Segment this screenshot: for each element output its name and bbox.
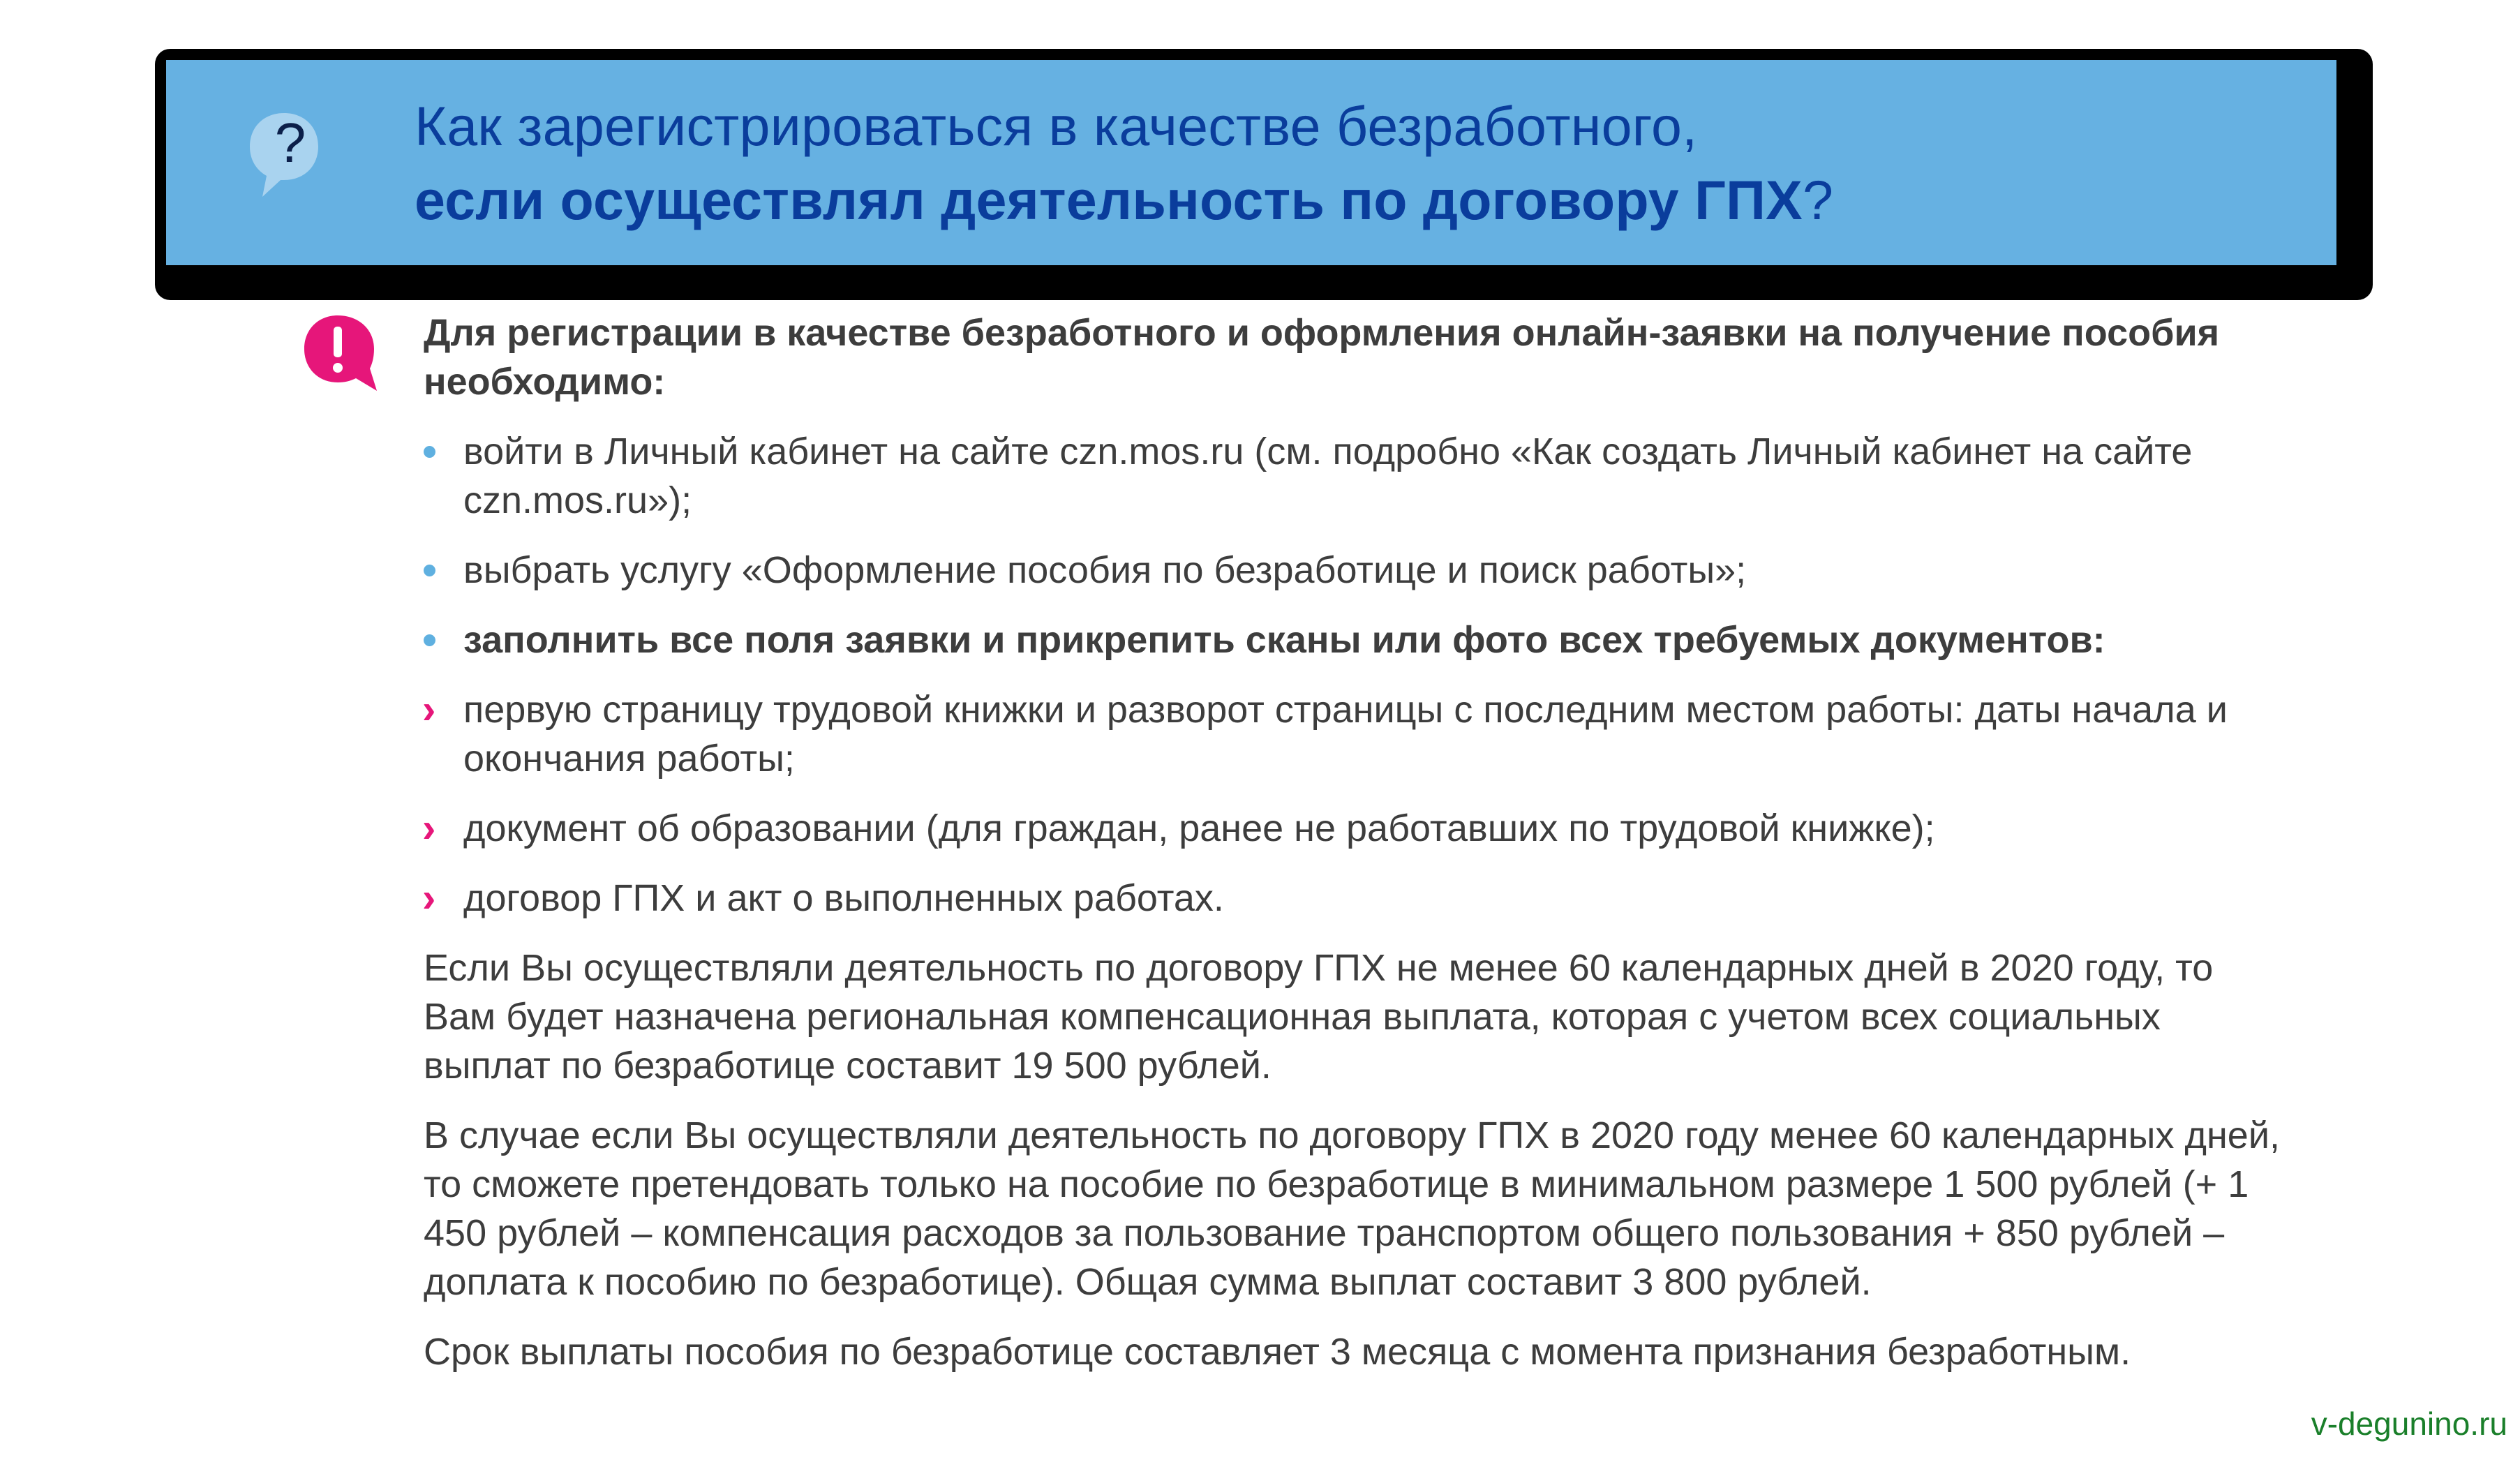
title-line-2-bold: если осуществлял деятельность по договору ГПХ bbox=[415, 169, 1803, 231]
exclamation-bubble-icon bbox=[301, 313, 380, 395]
step-text: выбрать услугу «Оформление пособия по безработице и поиск работы»; bbox=[463, 549, 1747, 591]
chevron-right-icon: › bbox=[422, 687, 436, 732]
step-text: заполнить все поля заявки и прикрепить сканы или фото всех требуемых документов: bbox=[463, 619, 2105, 661]
bullet-dot-icon bbox=[424, 634, 435, 646]
paragraph-minimum-benefit: В случае если Вы осуществляли деятельность по договору ГПХ в 2020 году менее 60 календарных дней, то сможете претендовать только на пособие по безработице в минимальном размере 1 500 рублей (+ 1 450 рублей – компенсация расходов за пользование транспортом общего пользования + 850 рублей – доплата к пособию по безработице). Общая сумма выплат составит 3 800 рублей. bbox=[424, 1115, 2281, 1303]
intro-text: Для регистрации в качестве безработного и оформления онлайн-заявки на получение пособия необходимо: bbox=[424, 312, 2220, 403]
chevron-right-icon: › bbox=[422, 805, 436, 851]
bullet-dot-icon bbox=[424, 565, 435, 576]
page-title bbox=[415, 89, 1833, 237]
list-item bbox=[424, 804, 2294, 853]
chevron-right-icon: › bbox=[422, 875, 436, 920]
question-bubble-icon bbox=[246, 110, 322, 200]
steps-list bbox=[424, 427, 2294, 923]
title-question-mark: ? bbox=[1802, 169, 1834, 231]
paragraph-payment-term: Срок выплаты пособия по безработице составляет 3 месяца с момента признания безработным. bbox=[424, 1331, 2131, 1373]
title-line-1: Как зарегистрироваться в качестве безработного, bbox=[415, 95, 1698, 157]
svg-text:?: ? bbox=[274, 112, 306, 174]
document-text: договор ГПХ и акт о выполненных работах. bbox=[463, 877, 1224, 919]
list-item bbox=[424, 427, 2294, 525]
site-watermark: v-degunino.ru bbox=[2311, 1406, 2507, 1442]
list-item bbox=[424, 616, 2294, 664]
list-item bbox=[424, 874, 2294, 923]
paragraph-compensation: Если Вы осуществляли деятельность по договору ГПХ не менее 60 календарных дней в 2020 году, то Вам будет назначена региональная компенсационная выплата, которая с учетом всех социальных выплат по безработице составит 19 500 рублей. bbox=[424, 947, 2214, 1087]
step-text: войти в Личный кабинет на сайте czn.mos.ru (см. подробно «Как создать Личный кабинет на сайте czn.mos.ru»); bbox=[463, 431, 2193, 521]
list-item bbox=[424, 685, 2294, 783]
list-item bbox=[424, 546, 2294, 595]
main-content bbox=[424, 308, 2294, 1397]
title-line-2 bbox=[415, 163, 1833, 237]
bullet-dot-icon bbox=[424, 446, 435, 458]
document-text: первую страницу трудовой книжки и разворот страницы с последним местом работы: даты начала и окончания работы; bbox=[463, 689, 2228, 780]
document-text: документ об образовании (для граждан, ранее не работавших по трудовой книжке); bbox=[463, 807, 1935, 849]
